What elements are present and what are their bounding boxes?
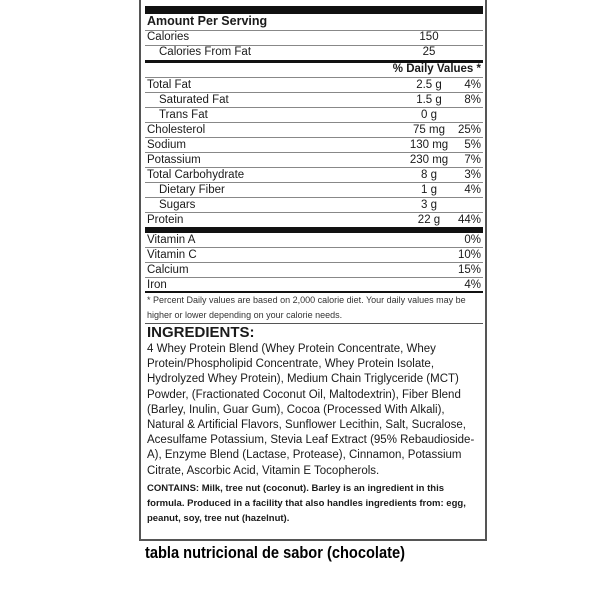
nutrient-label: Sodium [147,139,186,151]
vitamin-daily-value: 4% [464,279,481,291]
nutrient-amount: 22 g [417,214,441,226]
daily-value-footnote: * Percent Daily values are based on 2,000 calorie diet. Your daily values may be higher or lower depending on your calorie needs. [147,295,466,320]
nutrient-amount: 230 mg [409,154,449,166]
nutrient-amount: 1 g [421,184,437,196]
image-caption: tabla nutricional de sabor (chocolate) [145,543,405,562]
calories-from-fat-value: 25 [422,46,436,58]
daily-values-header-row [147,62,483,77]
nutrient-label: Saturated Fat [159,94,229,106]
nutrient-daily-value: 8% [464,94,481,106]
calories-from-fat-row [147,45,483,60]
nutrient-label: Potassium [147,154,201,166]
amount-per-serving-heading [147,14,483,30]
nutrient-label: Dietary Fiber [159,184,225,196]
nutrient-amount: 0 g [421,109,437,121]
allergen-statement: CONTAINS: Milk, tree nut (coconut). Barley is an ingredient in this formula. Produced in a facility that also handles ingredients from: egg, peanut, soy, tree nut (hazelnut). [147,483,466,524]
nutrient-row [147,183,483,198]
nutrient-amount: 75 mg [413,124,445,136]
nutrient-row [147,168,483,183]
nutrient-label: Cholesterol [147,124,206,136]
amount-per-serving-label: Amount Per Serving [147,14,268,28]
nutrient-row [147,138,483,153]
nutrient-row [147,78,483,93]
nutrient-label: Trans Fat [159,109,208,121]
nutrient-daily-value: 7% [464,154,481,166]
nutrient-label: Total Carbohydrate [147,169,245,181]
nutrient-row [147,213,483,228]
vitamin-row [147,263,483,278]
nutrient-amount: 8 g [421,169,437,181]
nutrient-label: Total Fat [147,79,192,91]
vitamin-label: Iron [147,279,167,291]
nutrient-daily-value: 44% [457,214,481,226]
divider-thick [145,6,483,14]
nutrient-row [147,198,483,213]
calories-row [147,30,483,45]
nutrient-label: Protein [147,214,184,226]
nutrient-row [147,153,483,168]
vitamin-daily-value: 0% [464,234,481,246]
nutrient-label: Sugars [159,199,196,211]
nutrient-amount: 2.5 g [416,79,442,91]
ingredients-text: 4 Whey Protein Blend (Whey Protein Concentrate, Whey Protein/Phospholipid Concentrate, Whey Protein Isolate, Hydrolyzed Whey Protein), Medium Chain Triglyceride (MCT) Powder, (Fractionated Coconut Oil, Maltodextrin), Fiber Blend (Barley, Inulin, Guar Gum), Cocoa (Processed With Alkali), Natural & Artificial Flavors, Sunflower Lecithin, Salt, Sucralose, Acesulfame Potassium, Stevia Leaf Extract (95% Rebaudioside-A), Enzyme Blend (Lactase, Protease), Cinnamon, Potassium Citrate, Ascorbic Acid, Vitamin E Tocopherols. [147,343,475,477]
calories-from-fat-label: Calories From Fat [159,46,252,58]
nutrient-row [147,108,483,123]
vitamin-label: Vitamin A [147,234,196,246]
vitamin-daily-value: 10% [457,249,481,261]
nutrient-amount: 3 g [421,199,437,211]
nutrient-daily-value: 4% [464,79,481,91]
vitamin-label: Calcium [147,264,189,276]
ingredients-heading: INGREDIENTS: [147,324,255,341]
calories-value: 150 [419,31,439,43]
nutrient-daily-value: 25% [457,124,481,136]
nutrient-row [147,93,483,108]
nutrient-daily-value: 5% [464,139,481,151]
calories-label: Calories [147,31,190,43]
vitamin-label: Vitamin C [147,249,197,261]
nutrient-daily-value: 4% [464,184,481,196]
nutrient-amount: 1.5 g [416,94,442,106]
nutrient-row [147,123,483,138]
daily-values-header: % Daily Values * [392,63,481,75]
vitamin-row [147,248,483,263]
nutrient-amount: 130 mg [409,139,449,151]
vitamin-daily-value: 15% [457,264,481,276]
nutrient-daily-value: 3% [464,169,481,181]
vitamin-row [147,233,483,248]
